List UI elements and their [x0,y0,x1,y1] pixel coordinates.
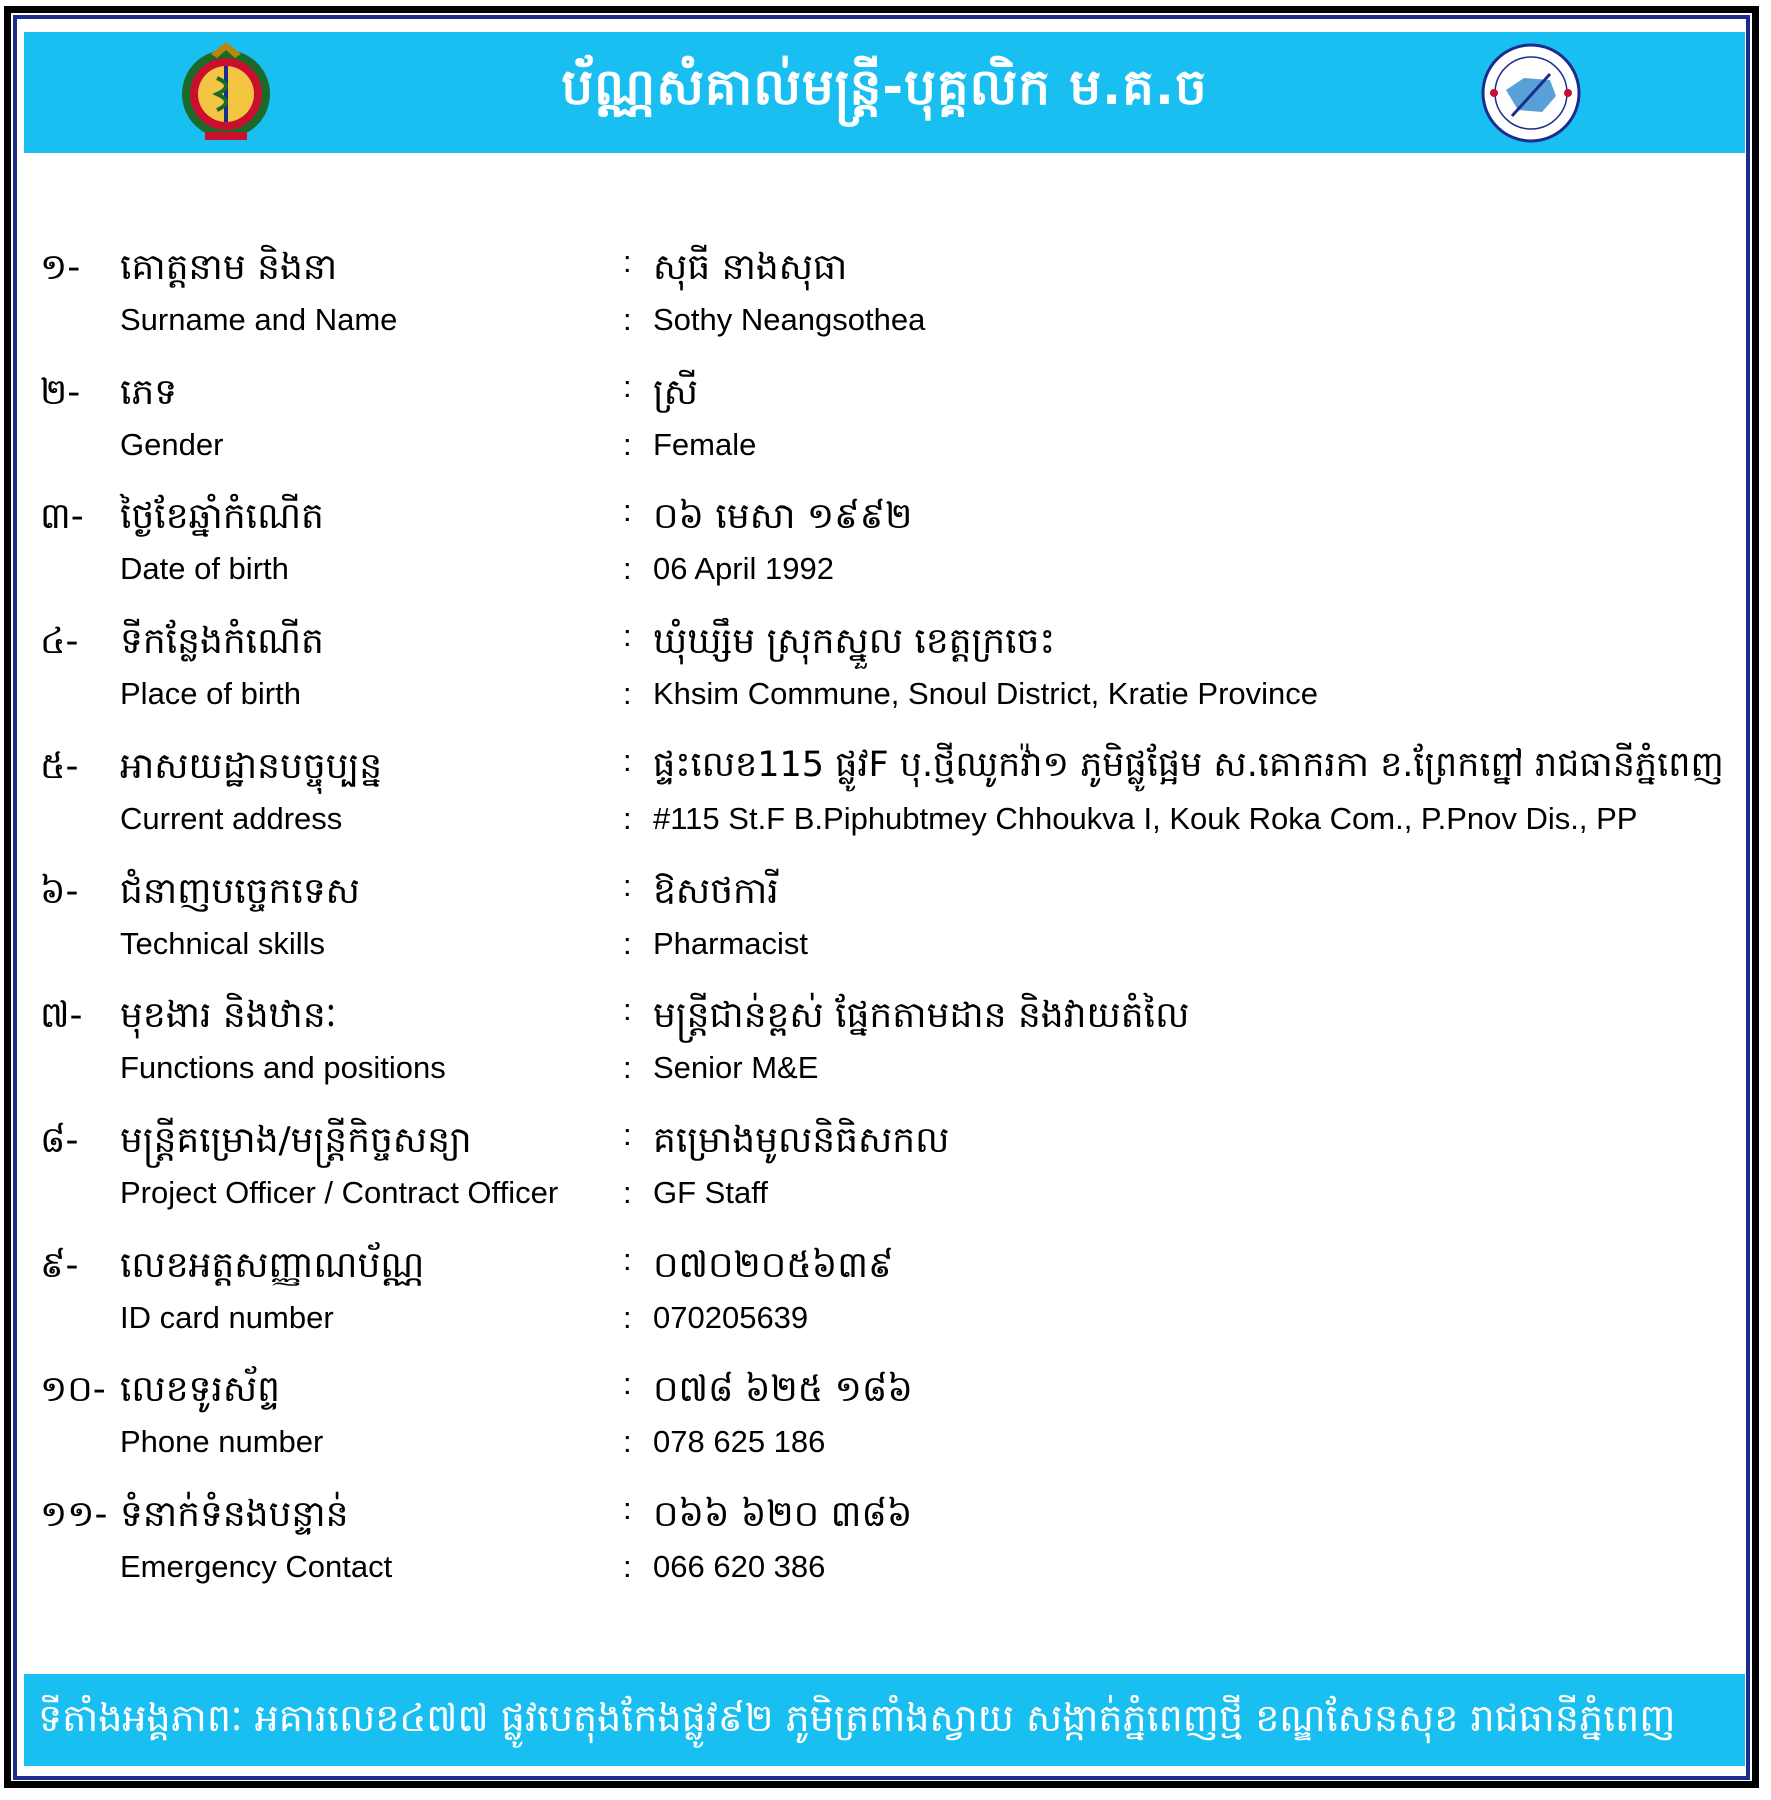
field-number: ៩- [40,1245,79,1286]
field-label-km: ទំនាក់ទំនងបន្ទាន់ [120,1494,349,1535]
field-number: ៣- [40,496,84,537]
field-label-en: Emergency Contact [120,1549,393,1584]
field-label-km: ទីកន្លែងកំណើត [120,621,324,662]
field-value-km: ស្រី [653,372,698,413]
field-value-en: 078 625 186 [653,1424,826,1459]
field-colon: : [623,1300,632,1335]
field-colon: : [623,1549,632,1584]
field-row-km [0,369,1771,419]
field-label-km: លេខទូរស័ព្ទ [120,1369,280,1410]
field-colon: : [623,618,632,653]
field-colon: : [623,1491,632,1526]
field-value-km: ០៧៨ ៦២៥ ១៨៦ [653,1369,913,1410]
field-row-km [0,1242,1771,1292]
field-number: ៧- [40,995,83,1036]
field-row-en [0,1300,1771,1350]
field-value-en: GF Staff [653,1175,768,1210]
field-value-km: ឃុំឃ្សឹម ស្រុកស្នួល ខេត្តក្រចេះ [653,621,1056,662]
field-value-km: ឱសថការី [653,871,779,912]
field-label-km: ថ្ងៃខែឆ្នាំកំណើត [120,496,324,537]
field-label-km: អាសយដ្ឋានបច្ចុប្បន្ន [120,746,383,787]
field-colon: : [623,244,632,279]
field-row-km [0,868,1771,918]
field-colon: : [623,1366,632,1401]
field-row-en [0,551,1771,601]
field-value-en: Sothy Neangsothea [653,302,926,337]
field-row-en [0,302,1771,352]
field-number: ៦- [40,871,79,912]
field-value-en: 070205639 [653,1300,809,1335]
field-value-km: ០៦ មេសា ១៩៩២ [653,496,913,537]
field-colon: : [623,743,632,778]
field-label-en: Functions and positions [120,1050,446,1085]
field-number: ១- [40,247,81,288]
field-label-en: Gender [120,427,224,462]
field-row-en [0,1050,1771,1100]
field-label-en: Place of birth [120,676,301,711]
field-colon: : [623,992,632,1027]
field-label-en: ID card number [120,1300,334,1335]
field-label-km: គោត្តនាម និងនា [120,247,338,288]
card-header [24,32,1745,153]
field-number: ១០- [40,1369,106,1410]
field-value-km: មន្ត្រីជាន់ខ្ពស់ ផ្នែកតាមដាន និងវាយតំលៃ [653,995,1190,1036]
field-row-km [0,1117,1771,1167]
field-value-en: 066 620 386 [653,1549,826,1584]
field-label-km: ភេទ [120,372,178,413]
field-colon: : [623,801,632,836]
field-number: ៨- [40,1120,79,1161]
field-colon: : [623,1424,632,1459]
field-label-en: Surname and Name [120,302,398,337]
field-value-en: 06 April 1992 [653,551,834,586]
field-colon: : [623,676,632,711]
field-value-en: #115 St.F B.Piphubtmey Chhoukva I, Kouk Roka Com., P.Pnov Dis., PP [653,801,1638,836]
field-label-km: លេខអត្តសញ្ញាណប័ណ្ណ [120,1245,425,1286]
field-label-en: Technical skills [120,926,326,961]
field-colon: : [623,551,632,586]
field-row-en [0,926,1771,976]
field-row-km [0,992,1771,1042]
field-value-km: ផ្ទះលេខ115 ផ្លូវF បុ.ថ្មីឈូកវ៉ា១ ភូមិផ្លូផ្អែម ស.គោករកា ខ.ព្រែកព្នៅ រាជធានីភ្នំពេញ [653,745,1724,785]
field-label-en: Phone number [120,1424,324,1459]
field-label-en: Current address [120,801,343,836]
field-value-km: ០៦៦ ៦២០ ៣៨៦ [653,1494,913,1535]
card-footer [24,1674,1745,1766]
field-row-en [0,1175,1771,1225]
card-title: ប័ណ្ណសំគាល់មន្ត្រី-បុគ្គលិក ម.គ.ច [561,58,1208,116]
field-colon: : [623,302,632,337]
field-value-en: Pharmacist [653,926,809,961]
field-row-km [0,244,1771,294]
cnm-logo-icon [1476,40,1586,146]
field-row-en [0,676,1771,726]
field-row-km [0,493,1771,543]
field-row-en [0,427,1771,477]
field-label-en: Date of birth [120,551,289,586]
field-value-km: សុធី នាងសុធា [653,247,848,288]
field-row-en [0,1424,1771,1474]
field-value-en: Female [653,427,757,462]
office-address: ទីតាំងអង្គភាពៈ អគារលេខ៤៧៧ ផ្លូវបេតុងកែងផ្លូវ៩២ ភូមិត្រពាំងស្វាយ សង្កាត់ភ្នំពេញថ្មី ខណ្ឌសែនសុខ រាជធានីភ្នំពេញ [38,1696,1676,1740]
field-row-km [0,743,1771,793]
field-value-km: ០៧០២០៥៦៣៩ [653,1245,894,1286]
field-colon: : [623,1242,632,1277]
field-row-km [0,1491,1771,1541]
field-colon: : [623,868,632,903]
field-value-en: Khsim Commune, Snoul District, Kratie Province [653,676,1319,711]
field-label-km: ជំនាញបច្ចេកទេស [120,871,360,912]
field-label-km: មុខងារ និងឋានៈ [120,995,337,1036]
field-colon: : [623,926,632,961]
field-number: ៤- [40,621,79,662]
field-number: ២- [40,372,81,413]
field-value-en: Senior M&E [653,1050,819,1085]
field-colon: : [623,1175,632,1210]
field-colon: : [623,493,632,528]
field-row-km [0,618,1771,668]
field-label-km: មន្ត្រីគម្រោង/មន្ត្រីកិច្ចសន្យា [120,1120,472,1161]
field-row-km [0,1366,1771,1416]
field-number: ១១- [40,1494,108,1535]
field-label-en: Project Officer / Contract Officer [120,1175,559,1210]
field-row-en [0,801,1771,851]
field-number: ៥- [40,746,79,787]
field-colon: : [623,369,632,404]
field-colon: : [623,1117,632,1152]
field-value-km: គម្រោងមូលនិធិសកល [653,1120,950,1161]
field-row-en [0,1549,1771,1599]
field-colon: : [623,1050,632,1085]
field-colon: : [623,427,632,462]
